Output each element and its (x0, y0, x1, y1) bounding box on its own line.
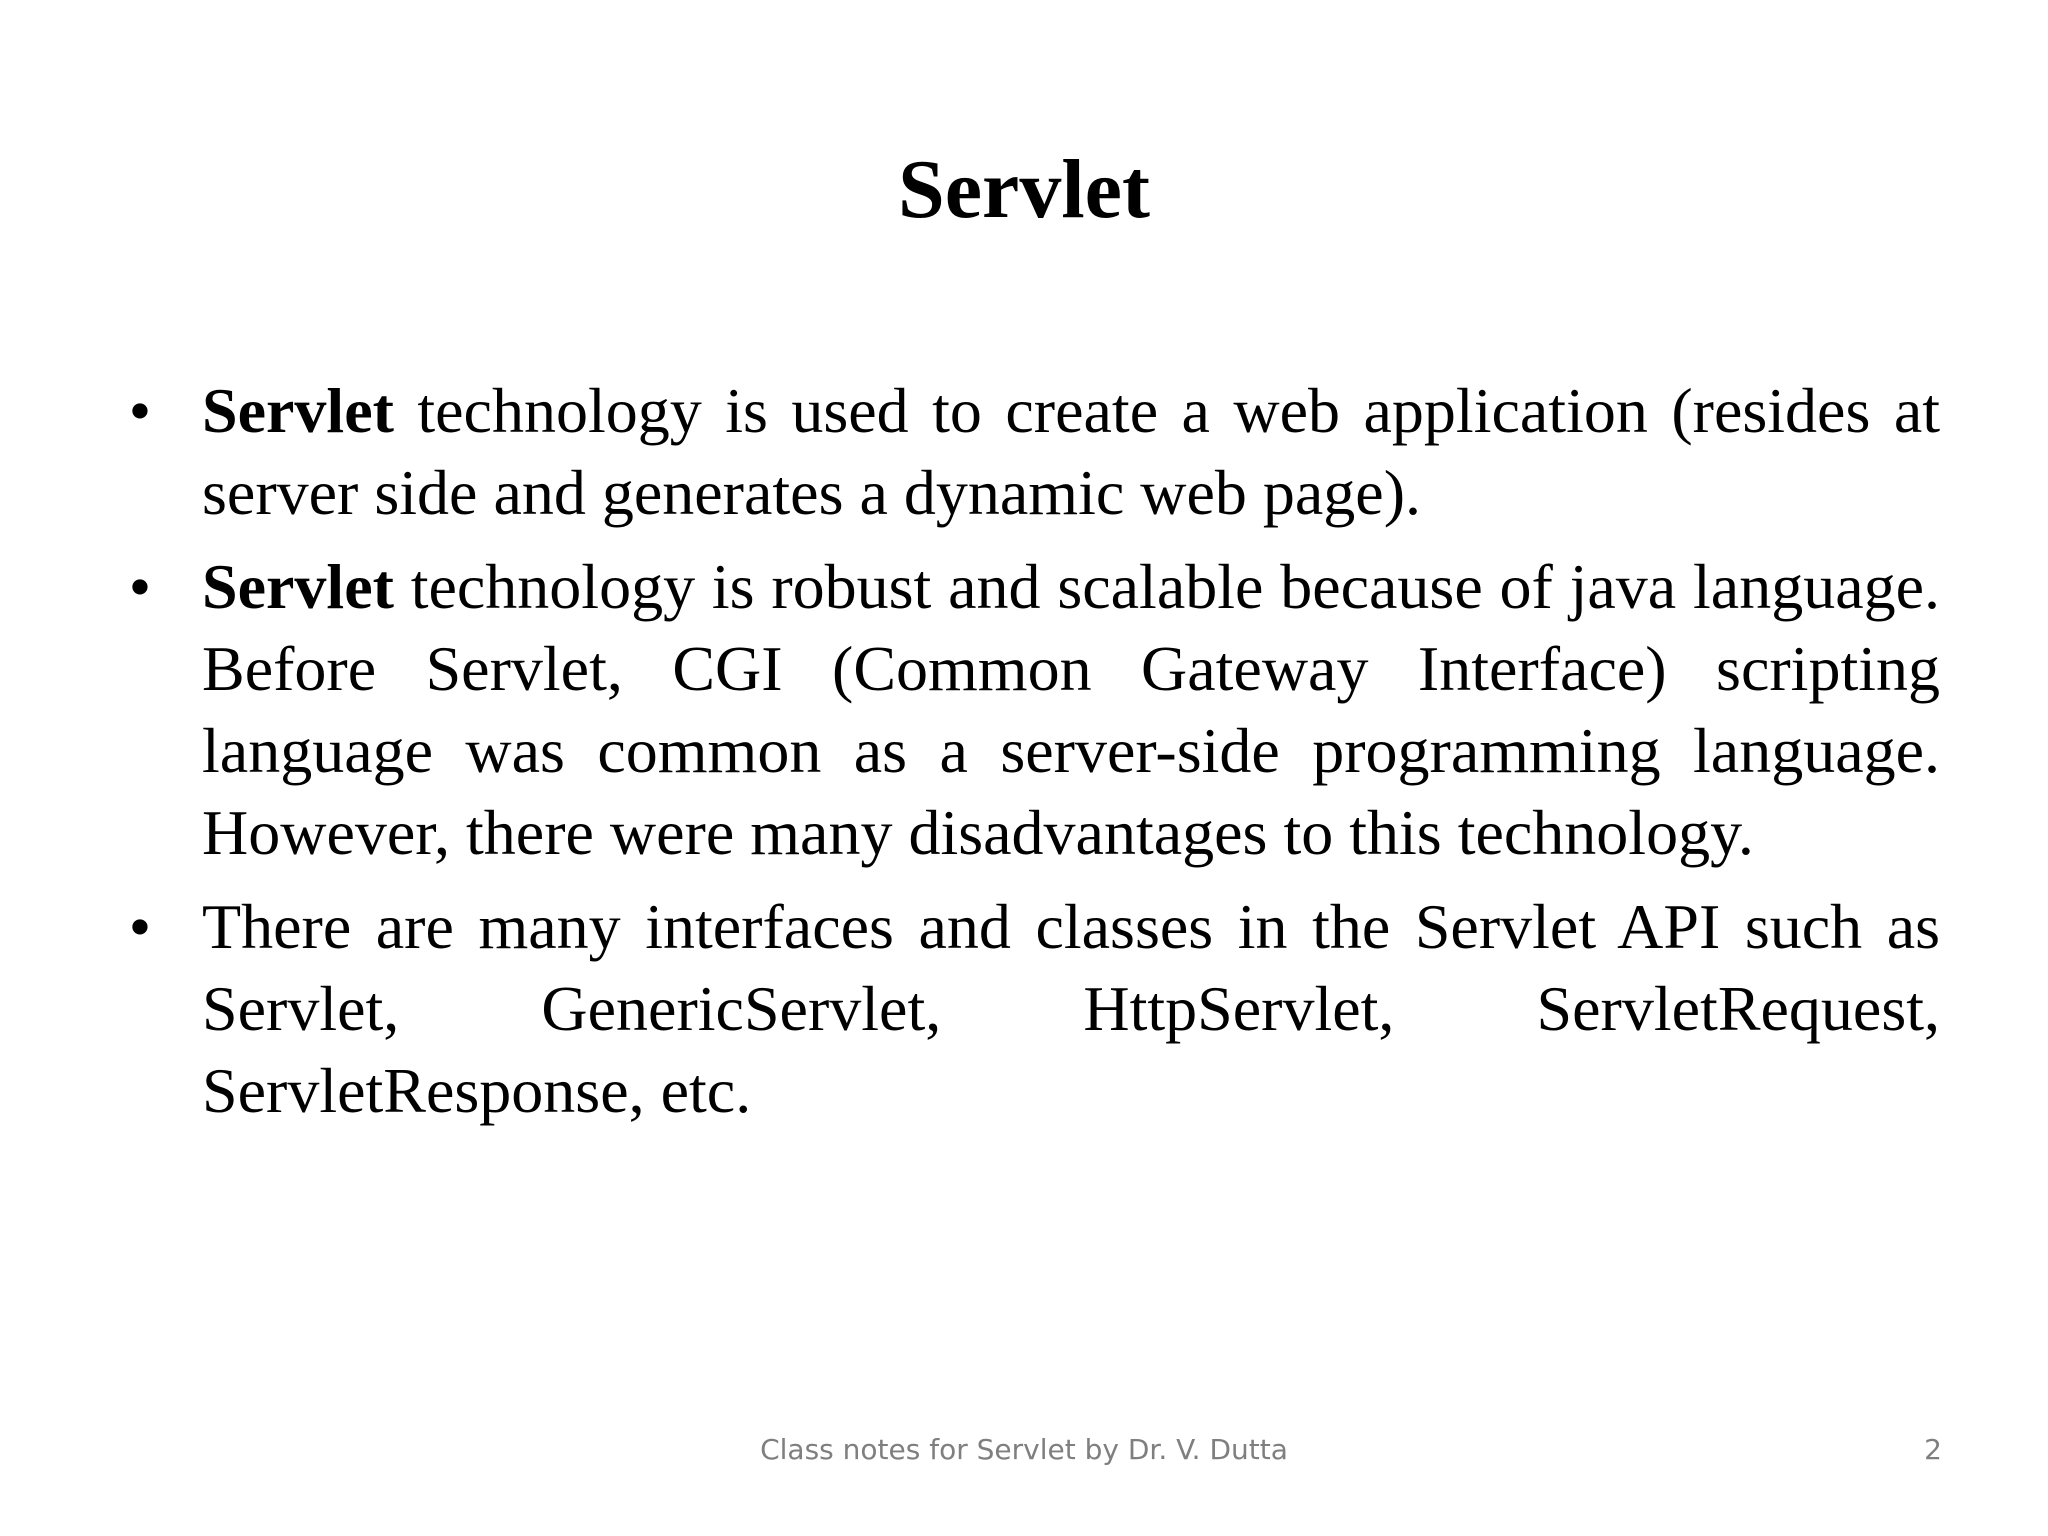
bullet-item-1 (120, 370, 1940, 534)
bullet-item-2 (120, 546, 1940, 874)
bullet-bold-term: Servlet (202, 551, 394, 622)
bullet-item-3 (120, 886, 1940, 1132)
bullet-text: technology is used to create a web application (resides at server side and generates a dynamic web page). (202, 375, 1940, 528)
slide-title: Servlet (898, 143, 1150, 236)
bullet-bold-term: Servlet (202, 375, 394, 446)
bullet-icon: • (128, 375, 152, 446)
bullet-text: technology is robust and scalable because of java language. Before Servlet, CGI (Common Gateway Interface) scripting language was common as a server-side programming language. However, there were many disadvantages to this technology. (202, 551, 1940, 868)
slide-footer: Class notes for Servlet by Dr. V. Dutta (760, 1433, 1288, 1466)
bullet-text: There are many interfaces and classes in the Servlet API such as Servlet, GenericServlet, HttpServlet, ServletRequest, ServletResponse, etc. (202, 891, 1940, 1126)
bullet-icon: • (128, 891, 152, 962)
bullet-icon: • (128, 551, 152, 622)
bullet-list (120, 370, 1940, 1144)
page-number: 2 (1924, 1433, 1942, 1466)
